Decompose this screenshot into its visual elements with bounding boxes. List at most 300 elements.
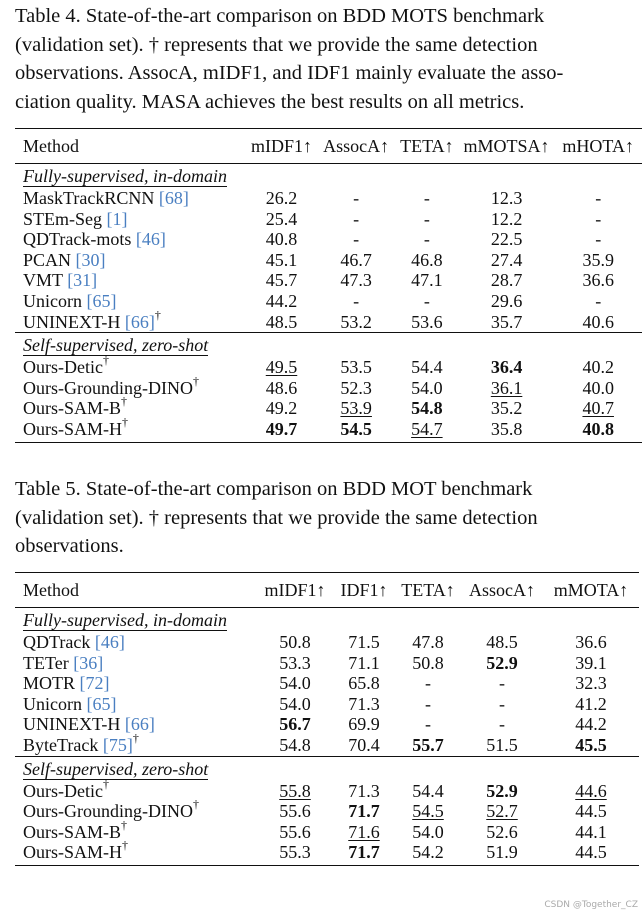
method-cell [15,373,246,399]
caption-line: observations. AssocA, mIDF1, and IDF1 mainly evaluate the asso- [15,62,564,85]
value-cell [459,209,555,230]
value-cell [317,378,395,399]
value-cell [257,714,333,735]
metric-value: - [353,188,360,208]
table-row [15,419,642,442]
metric-value: - [499,673,505,694]
metric-value: 36.6 [575,632,607,652]
method-name: STEm-Seg [23,208,102,229]
group-label: Self-supervised, zero-shot [23,335,209,356]
group-label-cell [15,608,639,633]
value-cell [461,822,543,843]
metric-value: 71.7 [348,842,380,863]
table-row [15,653,639,674]
group-label-cell [15,164,642,189]
metric-value: - [499,714,505,735]
column-header: mIDF1↑ [257,573,333,608]
metric-value: 45.7 [265,270,298,291]
value-cell [459,250,555,271]
metric-value: 54.0 [279,673,311,694]
metric-value: 47.3 [340,270,372,291]
value-cell [554,209,642,230]
table-row [15,229,642,250]
method-name: PCAN [23,249,72,270]
metric-value: 40.7 [582,398,614,419]
metric-value: 54.4 [411,357,443,378]
value-cell [461,694,543,715]
table-row [15,673,639,694]
method-name: VMT [23,270,63,291]
method-cell [15,209,246,230]
metric-value: 48.5 [265,311,298,332]
metric-value: 53.9 [340,398,372,419]
method-cell [15,250,246,271]
metric-value: 52.9 [486,780,518,801]
value-cell [395,270,459,291]
metric-value: 40.6 [582,311,614,332]
dagger-mark: † [121,817,128,832]
dagger-mark: † [102,776,109,791]
value-cell [554,312,642,333]
value-cell [395,735,461,756]
value-cell [317,419,395,442]
metric-value: - [595,229,602,250]
method-cell [15,653,257,674]
column-header: TETA↑ [395,573,461,608]
value-cell [317,291,395,312]
value-cell [543,632,639,653]
table-row [15,781,639,802]
value-cell [333,801,395,822]
metric-value: 55.3 [279,842,311,863]
table-row [15,842,639,865]
value-cell [543,822,639,843]
value-cell [246,398,318,419]
citation-link: [65] [86,290,117,311]
value-cell [395,357,459,378]
method-name: Ours-Grounding-DINO [23,377,193,398]
table-row [15,714,639,735]
metric-value: 54.8 [411,398,443,419]
metric-value: 44.6 [575,780,607,801]
column-header: mMOTA↑ [543,573,639,608]
metric-value: 44.5 [575,842,607,863]
metric-value: 44.2 [575,714,607,735]
value-cell [317,398,395,419]
table5 [15,572,639,866]
value-cell [395,398,459,419]
method-cell [15,229,246,250]
value-cell [395,188,459,209]
metric-value: - [353,229,360,250]
metric-value: 71.6 [348,821,380,842]
value-cell [461,842,543,865]
metric-value: 54.5 [412,801,444,822]
metric-value: - [423,290,430,311]
value-cell [317,357,395,378]
column-header: mMOTSA↑ [459,129,555,164]
metric-value: 29.6 [490,290,523,311]
value-cell [395,312,459,333]
value-cell [554,229,642,250]
method-name: TETer [23,652,69,673]
column-header: Method [15,573,257,608]
value-cell [554,357,642,378]
value-cell [554,419,642,442]
value-cell [246,229,318,250]
value-cell [459,419,555,442]
method-name: QDTrack [23,632,91,652]
value-cell [257,632,333,653]
value-cell [461,632,543,653]
metric-value: 55.7 [412,734,444,755]
metric-value: 54.5 [340,418,372,439]
method-cell [15,414,246,442]
table-row [15,694,639,715]
metric-value: 48.5 [486,632,518,652]
value-cell [246,291,318,312]
value-cell [395,653,461,674]
metric-value: 52.9 [486,652,518,673]
table-header-row [15,573,639,608]
metric-value: 49.7 [265,418,298,439]
metric-value: 35.7 [490,311,523,332]
method-cell [15,673,257,694]
metric-value: 35.2 [490,398,523,419]
metric-value: 36.1 [490,377,523,398]
value-cell [395,842,461,865]
value-cell [461,653,543,674]
caption-line: observations. [15,535,124,558]
value-cell [395,714,461,735]
metric-value: - [423,229,430,250]
metric-value: 12.2 [490,208,523,229]
value-cell [333,842,395,865]
value-cell [246,209,318,230]
metric-value: 54.4 [412,780,444,801]
dagger-mark: † [154,307,161,322]
value-cell [554,270,642,291]
metric-value: 32.3 [575,673,607,694]
citation-link: [1] [106,208,128,229]
column-header: TETA↑ [395,129,459,164]
metric-value: 71.3 [348,780,380,801]
column-header: mHOTA↑ [554,129,642,164]
citation-link: [66] [124,714,155,735]
value-cell [459,312,555,333]
method-cell [15,394,246,419]
metric-value: 54.8 [279,734,311,755]
table-row [15,357,642,378]
method-cell [15,188,246,209]
metric-value: 50.8 [412,652,444,673]
value-cell [333,822,395,843]
metric-value: 40.8 [265,229,298,250]
value-cell [317,250,395,271]
watermark: CSDN @Together_CZ [544,900,638,910]
value-cell [395,209,459,230]
metric-value: 54.7 [411,418,443,439]
column-header: Method [15,129,246,164]
caption-line: ciation quality. MASA achieves the best results on all metrics. [15,90,525,113]
citation-link: [68] [158,188,189,208]
value-cell [543,694,639,715]
metric-value: 65.8 [348,673,380,694]
value-cell [461,673,543,694]
metric-value: 55.6 [279,801,311,822]
metric-value: 41.2 [575,693,607,714]
method-name: UNINEXT-H [23,714,121,735]
value-cell [543,801,639,822]
group-label-cell [15,333,642,358]
table-row [15,312,642,333]
metric-value: 44.5 [575,801,607,822]
metric-value: - [425,714,431,735]
metric-value: 54.0 [279,693,311,714]
group-header-row [15,333,642,358]
metric-value: 46.7 [340,249,372,270]
metric-value: 46.8 [411,249,443,270]
value-cell [246,378,318,399]
metric-value: 40.8 [582,418,614,439]
metric-value: 54.0 [412,821,444,842]
value-cell [459,291,555,312]
method-name: ByteTrack [23,734,99,755]
value-cell [543,673,639,694]
value-cell [257,842,333,865]
metric-value: - [425,673,431,694]
value-cell [246,250,318,271]
group-label: Self-supervised, zero-shot [23,758,209,779]
metric-value: 25.4 [265,208,298,229]
metric-value: 53.3 [279,652,311,673]
metric-value: 52.3 [340,377,372,398]
value-cell [257,735,333,756]
table-row [15,801,639,822]
metric-value: 51.5 [486,734,518,755]
metric-value: 35.9 [582,249,614,270]
metric-value: - [595,208,602,229]
value-cell [395,419,459,442]
value-cell [554,398,642,419]
metric-value: 45.5 [575,734,607,755]
value-cell [461,735,543,756]
metric-value: 69.9 [348,714,380,735]
group-header-row [15,608,639,633]
metric-value: 26.2 [265,188,298,208]
value-cell [395,822,461,843]
metric-value: 71.7 [348,801,380,822]
metric-value: 53.5 [340,357,372,378]
value-cell [459,357,555,378]
method-name: MOTR [23,673,76,694]
metric-value: 55.6 [279,821,311,842]
value-cell [395,378,459,399]
citation-link: [46] [135,229,166,250]
metric-value: - [423,208,430,229]
metric-value: 22.5 [490,229,523,250]
dagger-mark: † [132,730,139,745]
value-cell [333,714,395,735]
metric-value: 54.0 [411,377,443,398]
citation-link: [66] [124,311,155,332]
table4-caption [15,2,642,116]
table-row [15,250,642,271]
value-cell [333,653,395,674]
metric-value: - [425,693,431,714]
metric-value: 70.4 [348,734,380,755]
table-row [15,378,642,399]
group-label: Fully-supervised, in-domain [23,610,227,630]
metric-value: 56.7 [279,714,311,735]
value-cell [333,694,395,715]
metric-value: 53.6 [411,311,443,332]
dagger-mark: † [102,353,109,368]
metric-value: 50.8 [279,632,311,652]
value-cell [317,312,395,333]
metric-value: 47.8 [412,632,444,652]
metric-value: 36.4 [490,357,523,378]
metric-value: 39.1 [575,652,607,673]
method-cell [15,632,257,653]
value-cell [333,781,395,802]
method-name: Ours-SAM-B [23,398,122,419]
value-cell [459,378,555,399]
value-cell [554,250,642,271]
value-cell [395,632,461,653]
metric-value: 44.2 [265,290,298,311]
table-row [15,188,642,209]
table-header-row [15,129,642,164]
metric-value: - [595,188,602,208]
metric-value: 27.4 [490,249,523,270]
method-name: QDTrack-mots [23,229,132,250]
value-cell [257,653,333,674]
table-row [15,735,639,756]
value-cell [554,188,642,209]
value-cell [543,735,639,756]
method-cell [15,797,257,822]
dagger-mark: † [122,838,128,853]
metric-value: 49.2 [265,398,298,419]
group-header-row [15,164,642,189]
metric-value: - [353,208,360,229]
metric-value: 45.1 [265,249,298,270]
value-cell [257,694,333,715]
metric-value: 28.7 [490,270,523,291]
table-row [15,398,642,419]
method-name: Ours-SAM-H [23,842,122,863]
value-cell [246,270,318,291]
method-name: Ours-SAM-H [23,418,122,439]
metric-value: 48.6 [265,377,298,398]
method-name: MaskTrackRCNN [23,188,155,208]
value-cell [246,312,318,333]
caption-line: Table 5. State-of-the-art comparison on BDD MOT benchmark [15,478,533,500]
metric-value: 55.8 [279,780,311,801]
method-name: Unicorn [23,290,82,311]
value-cell [543,653,639,674]
value-cell [554,378,642,399]
method-cell [15,694,257,715]
method-cell [15,730,257,756]
value-cell [257,781,333,802]
metric-value: 35.8 [490,418,523,439]
value-cell [461,714,543,735]
table-row [15,632,639,653]
value-cell [317,270,395,291]
metric-value: 12.3 [490,188,523,208]
metric-value: - [499,693,505,714]
value-cell [543,842,639,865]
dagger-mark: † [192,797,199,812]
method-cell [15,817,257,843]
metric-value: 71.1 [348,652,380,673]
table-row [15,822,639,843]
value-cell [459,229,555,250]
value-cell [395,781,461,802]
table4 [15,128,642,443]
metric-value: 52.7 [486,801,518,822]
citation-link: [75] [102,734,133,755]
citation-link: [36] [73,652,104,673]
metric-value: - [595,290,602,311]
table-row [15,291,642,312]
metric-value: 49.5 [265,357,298,378]
method-cell [15,838,257,865]
value-cell [246,357,318,378]
column-header: AssocA↑ [461,573,543,608]
citation-link: [72] [79,673,110,694]
caption-line: (validation set). † represents that we provide the same detection [15,506,538,529]
method-cell [15,307,246,333]
caption-line: Table 4. State-of-the-art comparison on BDD MOTS benchmark [15,5,545,27]
value-cell [257,673,333,694]
metric-value: 52.6 [486,821,518,842]
metric-value: - [353,290,360,311]
value-cell [543,714,639,735]
method-cell [15,353,246,378]
value-cell [395,291,459,312]
citation-link: [46] [94,632,125,652]
value-cell [459,188,555,209]
value-cell [395,229,459,250]
value-cell [461,801,543,822]
value-cell [257,822,333,843]
value-cell [543,781,639,802]
metric-value: 47.1 [411,270,443,291]
metric-value: 71.3 [348,693,380,714]
table-row [15,209,642,230]
metric-value: 54.2 [412,842,444,863]
caption-line: (validation set). † represents that we provide the same detection [15,33,538,56]
metric-value: 71.5 [348,632,380,652]
value-cell [461,781,543,802]
value-cell [395,673,461,694]
metric-value: 36.6 [582,270,614,291]
value-cell [459,398,555,419]
value-cell [554,291,642,312]
value-cell [395,250,459,271]
column-header: mIDF1↑ [246,129,318,164]
value-cell [246,419,318,442]
dagger-mark: † [192,373,199,388]
value-cell [257,801,333,822]
column-header: AssocA↑ [317,129,395,164]
method-cell [15,776,257,802]
value-cell [395,801,461,822]
metric-value: 51.9 [486,842,518,863]
